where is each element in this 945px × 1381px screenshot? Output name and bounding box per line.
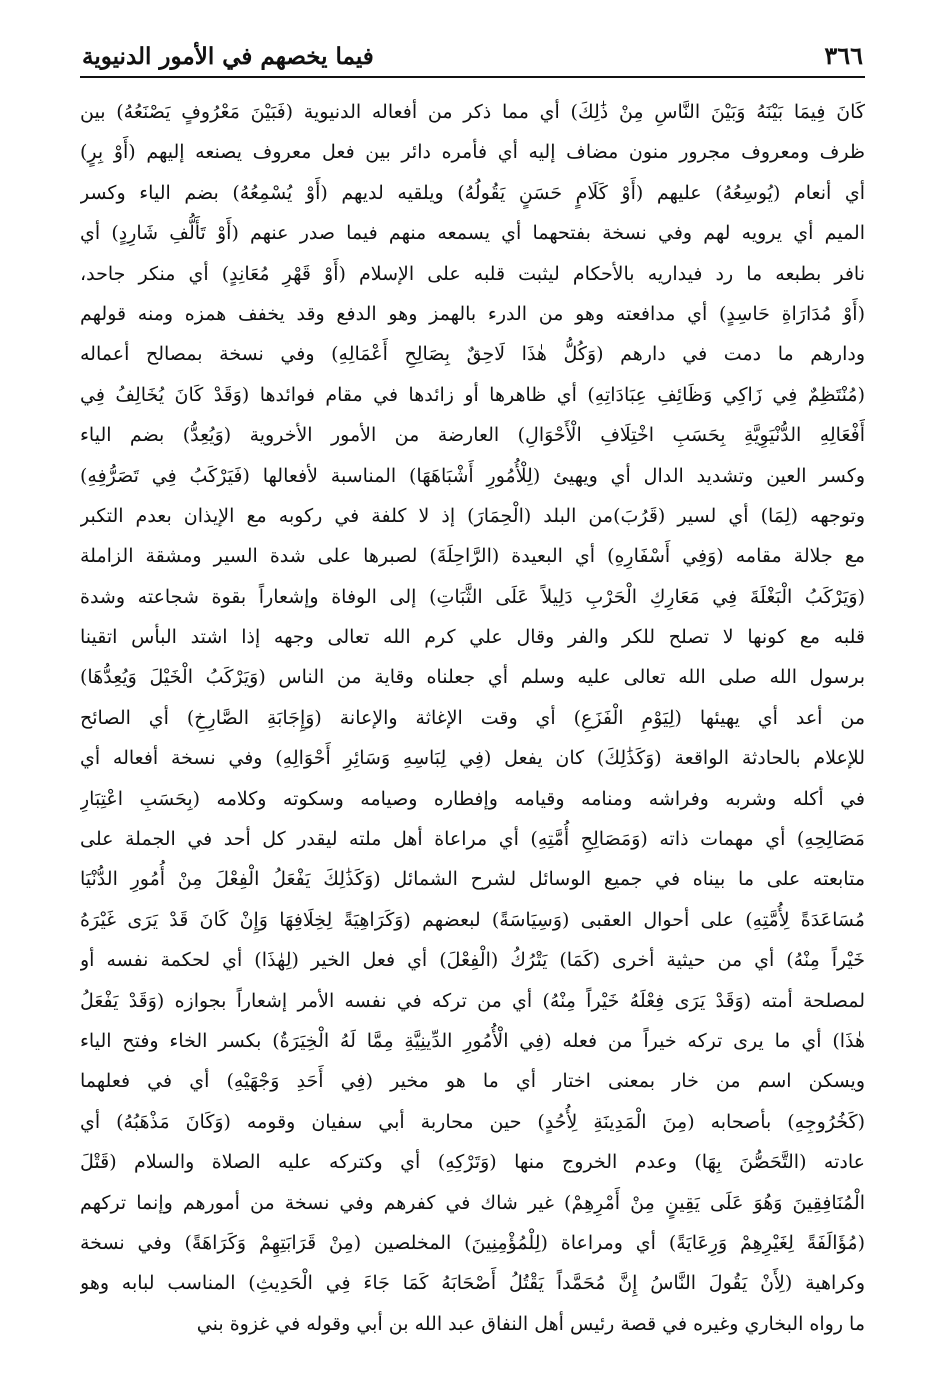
body-text [80,92,865,1344]
text-line: خَيْراً مِنْهُ) أي من حيثية أخرى (كَمَا) يَتْرُكُ (الْفِعْلَ) أي فعل الخير (لِهٰذَا) أي لحكمة نفسه أو [80,949,865,972]
text-line: (مُنْتَظِمٌ فِي زَاكِي وَظَائِفِ عِبَادَاتِهِ) أي ظاهرها أو زائدها في مقام فوائدها (وَقَدْ كَانَ يُخَالِفُ فِي [80,383,865,406]
text-line: أي أنعام (يُوسِعُهُ) عليهم (أَوْ كَلَامٍ حَسَنٍ يَقُولُهُ) ويلقيه لديهم (أَوْ يُسْمِعُهُ) بضم الياء وكسر [80,181,865,204]
text-line: في أكله وشربه وفراشه ومنامه وقيامه وإفطاره وصيامه وسكوته وكلامه (بِحَسَبِ اعْتِبَارِ [80,787,865,810]
text-line: عادته (التَّحَصُّنَ بِهَا) وعدم الخروج منها (وَتَرْكِهِ) أي وكتركه عليه الصلاة والسلام (قَتْلَ [80,1151,865,1174]
text-line: وكسر العين وتشديد الدال أي ويهيئ (لِلْأُمُورِ أَشْبَاهَهَا) المناسبة لأفعالها (فَيَرْكَبُ فِي تَصَرُّفِهِ) [80,464,865,487]
text-line: مُسَاعَدَةً لِأُمَّتِهِ) على أحوال العقبى (وَسِيَاسَةً) لبعضهم (وَكَرَاهِيَةً لِخِلَافِهَا وَإِنْ كَانَ قَدْ يَرَى غَيْرَهُ [80,908,865,931]
running-head-title: فيما يخصهم في الأمور الدنيوية [82,43,374,70]
text-line: أَفْعَالِهِ الدُّنْيَوِيَّةِ بِحَسَبِ اخْتِلَافِ الْأَحْوَالِ) العارضة من الأمور الأخروية (وَيُعِدُّ) بضم الياء [80,424,865,447]
text-line: (وَيَرْكَبُ الْبَغْلَةَ فِي مَعَارِكِ الْحَرْبِ دَلِيلاً عَلَى الثَّبَاتِ) إلى الوفاة وإشعاراً بقوة شجاعته وشدة [80,585,865,608]
text-line: (مُؤَالَفَةً لِغَيْرِهِمْ وَرِعَايَةً) أي ومراعاة (لِلْمُؤْمِنِينَ) المخلصين (مِنْ قَرَابَتِهِمْ وَكَرَاهَةً) وفي نسخة [80,1231,865,1254]
text-line: مع جلالة مقامه (وَفِي أَسْفَارِهِ) أي البعيدة (الرَّاحِلَةَ) لصبرها على شدة السير ومشقة الزاملة [80,545,865,568]
text-line: ويسكن اسم من خار بمعنى اختار أي ما هو مخير (فِي أَحَدِ وَجْهَيْهِ) أي في فعلهما [80,1070,865,1093]
text-line: وكراهية (لِأَنْ يَقُولَ النَّاسُ إِنَّ مُحَمَّداً يَقْتُلُ أَصْحَابَهُ كَمَا جَاءَ فِي الْحَدِيثِ) المناسب لبابه وهو [80,1272,865,1295]
text-line: هٰذَا) أي ما يرى تركه خيراً من فعله (فِي الْأُمُورِ الدِّينِيَّةِ مِمَّا لَهُ الْخِيَرَةُ) بكسر الخاء وفتح الياء [80,1029,865,1052]
text-line: نافر بطبعه ما رد فيداريه بالأحكام ليثبت قلبه على الإسلام (أَوْ قَهْرِ مُعَانِدٍ) أي منكر جاحد، [80,262,865,285]
text-line: قلبه مع كونها لا تصلح للكر والفر وقال علي كرم الله تعالى وجهه إذا اشتد البأس اتقينا [80,626,865,649]
book-page [80,30,865,1350]
text-line: للإعلام بالحادثة الواقعة (وَكَذَٰلِكَ) كان يفعل (فِي لِبَاسِهِ وَسَائِرِ أَحْوَالِهِ) وفي نسخة أفعاله أي [80,747,865,770]
text-line: وتوجهه (لِمَا) أي لسير (قَرُبَ)من البلد (الْحِمَارَ) إذ لا كلفة في ركوبه مع الإيذان بعدم التكبر [80,504,865,527]
text-line: ما رواه البخاري وغيره في قصة رئيس أهل النفاق عبد الله بن أبي وقوله في غزوة بني [196,1312,865,1335]
text-line: ودارهم ما دمت في دارهم (وَكُلُّ هٰذَا لَاحِقٌ بِصَالِحِ أَعْمَالِهِ) وفي نسخة بمصالح أعماله [80,343,865,366]
text-line: الميم أي يرويه لهم وفي نسخة بفتحهما أي يسمعه منهم فيما صدر عنهم (أَوْ تَأَلُّفِ شَارِدٍ) أي [80,222,865,245]
text-line: (كَخُرُوجِهِ) بأصحابه (مِنَ الْمَدِينَةِ لِأُحُدٍ) حين محاربة أبي سفيان وقومه (وَكَانَ مَذْهَبُهُ) أي [80,1110,865,1133]
text-line: من أعد أي يهيئها (لِيَوْمِ الْفَزَعِ) أي وقت الإغاثة والإعانة (وَإِجَابَةِ الصَّارِخِ) أي الصائح [80,706,865,729]
page-number: ٣٦٦ [824,41,863,70]
text-line: متابعته على ما بيناه في جميع الوسائل لشرح الشمائل (وَكَذَٰلِكَ يَفْعَلُ الْفِعْلَ مِنْ أُمُورِ الدُّنْيَا [80,868,865,891]
text-line: لمصلحة أمته (وَقَدْ يَرَى فِعْلَهُ خَيْراً مِنْهُ) أي من تركه في نفسه الأمر إشعاراً بجوازه (وَقَدْ يَفْعَلُ [80,989,865,1012]
text-line: ظرف ومعروف مجرور منون مضاف إليه أي فأمره دائر بين فعل معروف يصنعه إليهم (أَوْ بِرٍ) [80,141,865,164]
text-line: مَصَالِحِهِ) أي مهمات ذاته (وَمَصَالِحِ أُمَّتِهِ) أي مراعاة أهل ملته ليقدر كل أحد في الجملة على [80,828,865,851]
text-line: (أَوْ مُدَارَاةِ حَاسِدٍ) أي مدافعته وهو من الدرء بالهمز وهو الدفع وقد يخفف همزه ومنه قولهم [80,302,865,325]
page-header [80,30,865,78]
text-line: برسول الله صلى الله تعالى عليه وسلم أي جعلناه وقاية من الناس (وَيَرْكَبُ الْخَيْلَ وَيُعِدُّهَا) [80,666,865,689]
text-line: الْمُنَافِقِينَ وَهُوَ عَلَى يَقِينٍ مِنْ أَمْرِهِمْ) غير شاك في كفرهم وفي نسخة من أمورهم وإنما تركهم [80,1191,865,1214]
text-line: كَانَ فِيمَا بَيْنَهُ وَبَيْنَ النَّاسِ مِنْ ذَٰلِكَ) أي مما ذكر من أفعاله الدنيوية (فَبَيْنَ مَعْرُوفٍ يَصْنَعُهُ) بين [80,101,865,123]
